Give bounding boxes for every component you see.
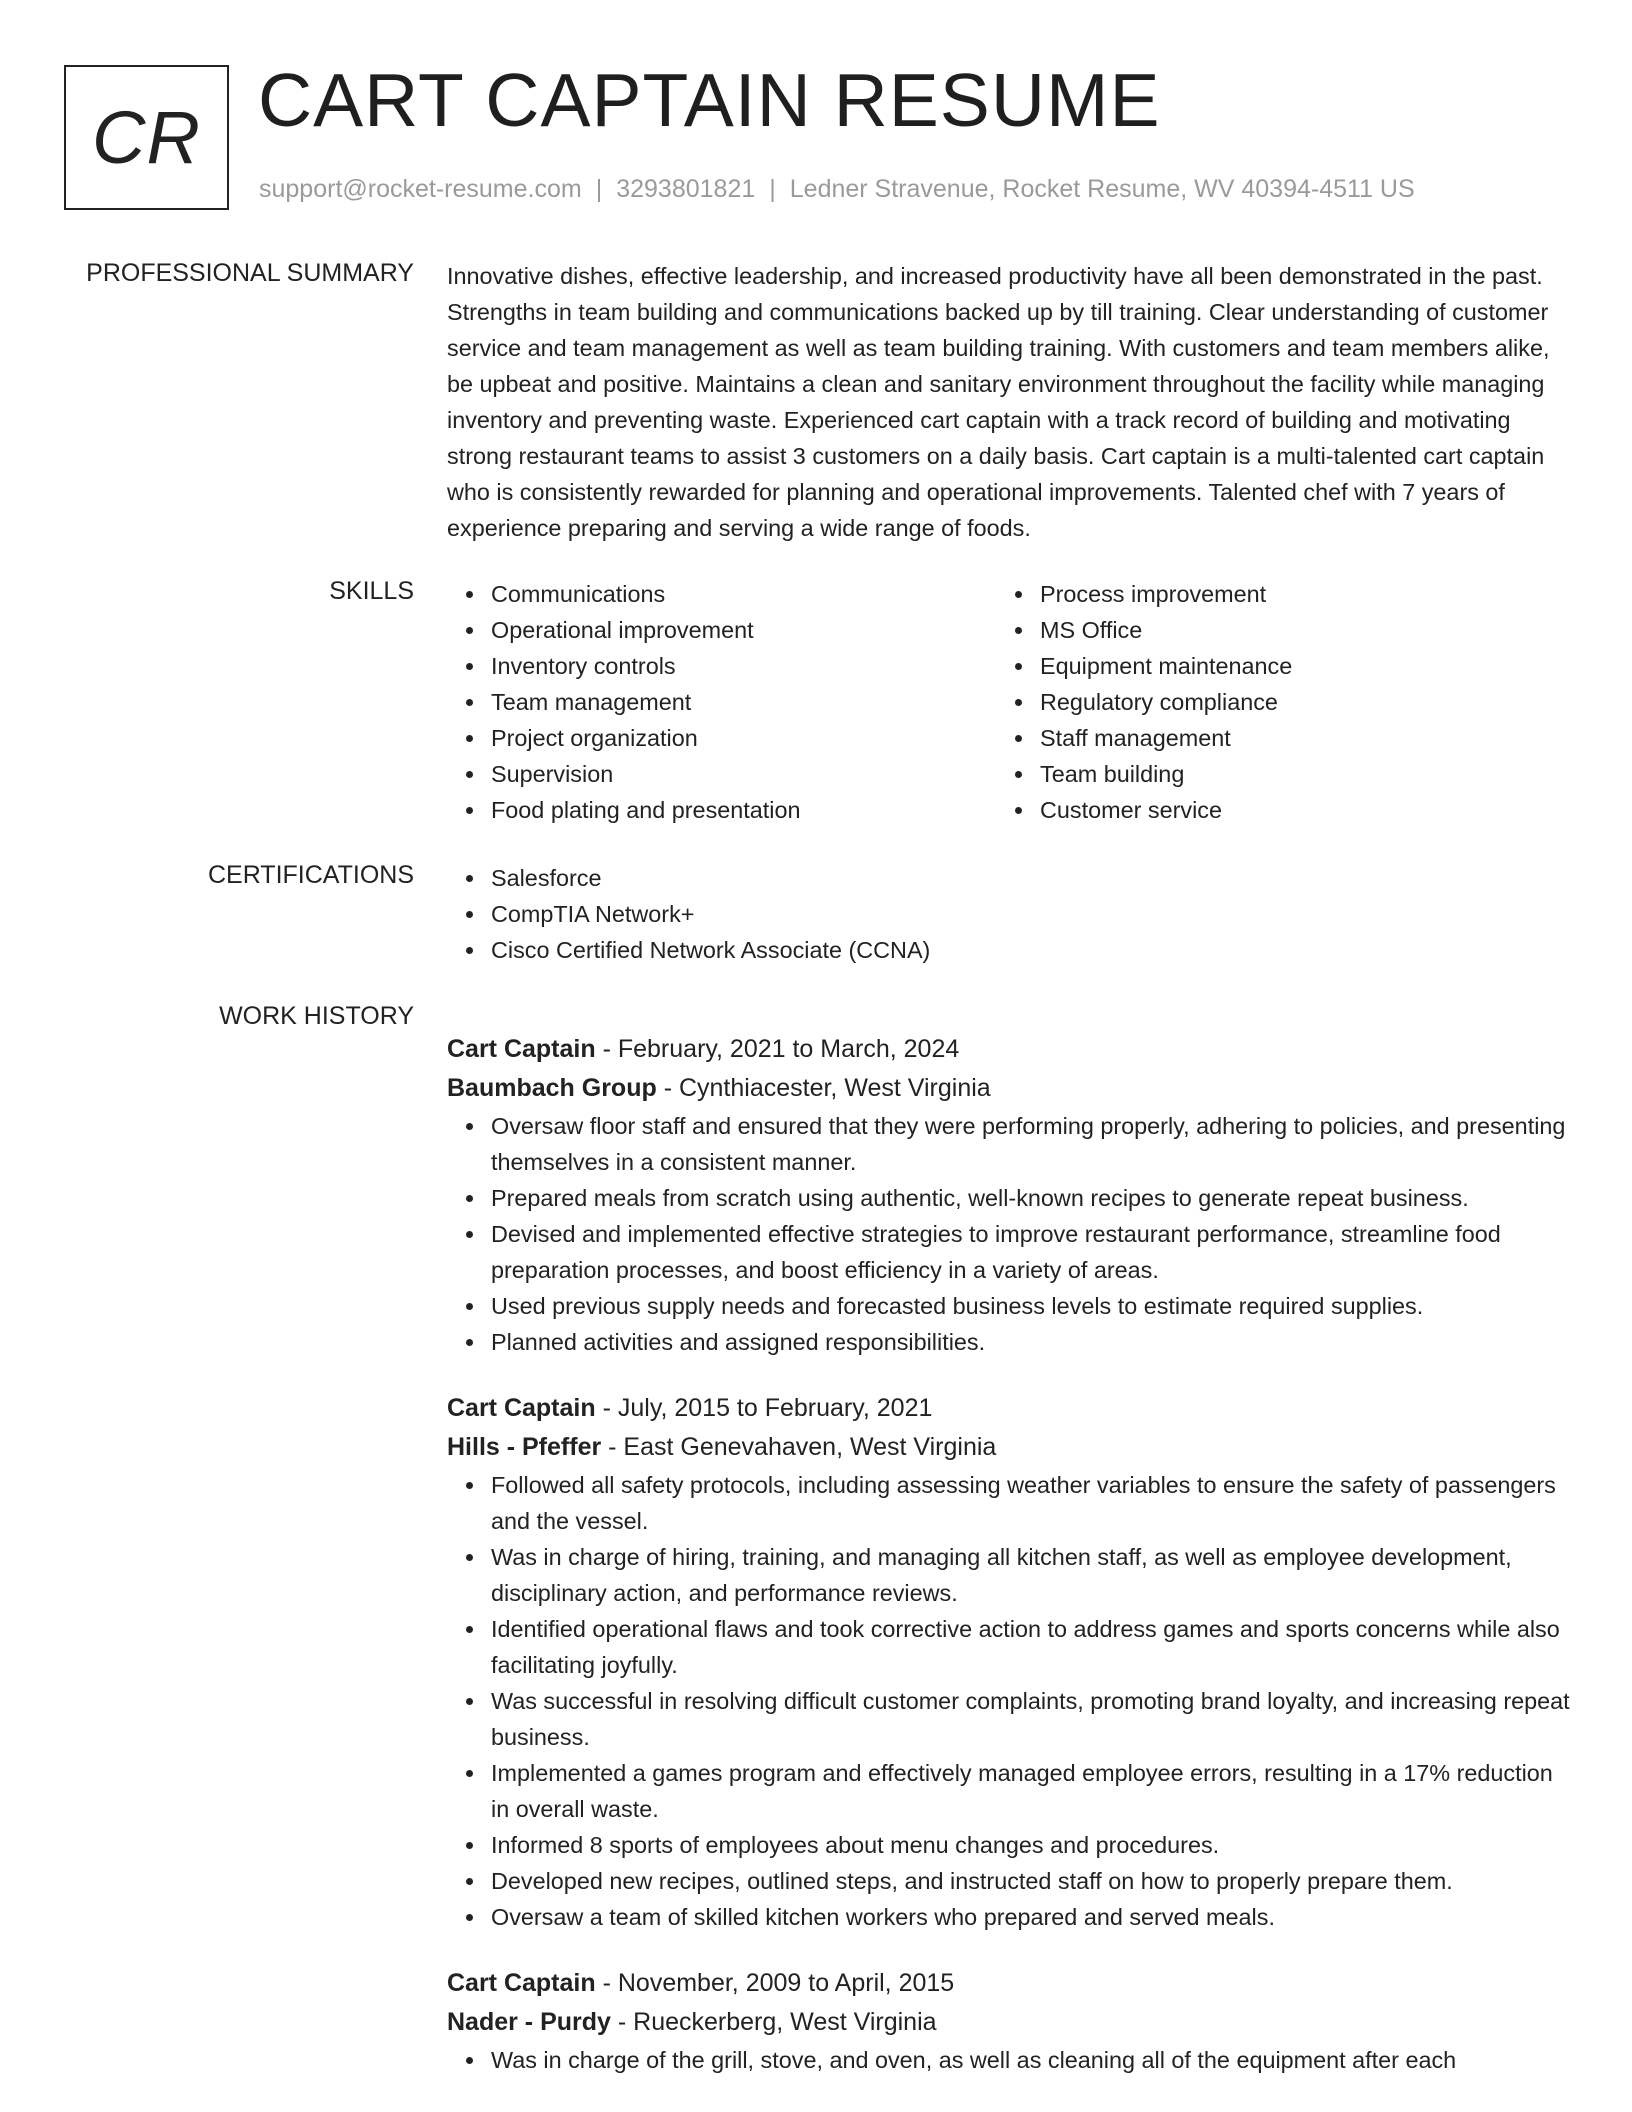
skill-item: Communications xyxy=(447,576,996,612)
certifications-body xyxy=(447,860,1570,968)
job-dates: - November, 2009 to April, 2015 xyxy=(595,1969,955,1997)
skills-grid xyxy=(447,576,1570,828)
job-company: Hills - Pfeffer xyxy=(447,1433,602,1461)
job-bullet: Was in charge of hiring, training, and managing all kitchen staff, as well as employee development, disciplinary action, and performance reviews. xyxy=(447,1539,1570,1611)
skill-item: Food plating and presentation xyxy=(447,792,996,828)
job-entry xyxy=(447,1030,1570,1360)
summary-text: Innovative dishes, effective leadership, and increased productivity have all been demonstrated in the past. Strengths in team building and communications backed up by till training. Clear understanding of customer service and team management as well as team building training. With customers and team members alike, be upbeat and positive. Maintains a clean and sanitary environment throughout the facility while managing inventory and preventing waste. Experienced cart captain with a track record of building and motivating strong restaurant teams to assist 3 customers on a daily basis. Cart captain is a multi-talented cart captain who is consistently rewarded for planning and operational improvements. Talented chef with 7 years of experience preparing and serving a wide range of foods. xyxy=(447,263,1550,541)
job-bullet: Oversaw a team of skilled kitchen workers who prepared and served meals. xyxy=(447,1899,1570,1935)
job-title-line xyxy=(447,1964,1570,2003)
job-title: Cart Captain xyxy=(447,1394,596,1422)
certification-item: Cisco Certified Network Associate (CCNA) xyxy=(447,932,1570,968)
resume-header xyxy=(64,58,1564,210)
skill-item: Inventory controls xyxy=(447,648,996,684)
job-entry xyxy=(447,1964,1570,2078)
job-bullet: Prepared meals from scratch using authentic, well-known recipes to generate repeat business. xyxy=(447,1180,1570,1216)
skills-column-right xyxy=(996,576,1545,828)
skill-item: Equipment maintenance xyxy=(996,648,1545,684)
skill-item: Process improvement xyxy=(996,576,1545,612)
job-bullet: Oversaw floor staff and ensured that they were performing properly, adhering to policies, and presenting themselves in a consistent manner. xyxy=(447,1108,1570,1180)
work-history-body xyxy=(447,1001,1570,2078)
job-location: - Cynthiacester, West Virginia xyxy=(656,1074,991,1102)
skills-column-left xyxy=(447,576,996,828)
job-company-line xyxy=(447,1428,1570,1467)
skill-item: Staff management xyxy=(996,720,1545,756)
job-bullet: Developed new recipes, outlined steps, and instructed staff on how to properly prepare them. xyxy=(447,1863,1570,1899)
job-title-line xyxy=(447,1389,1570,1428)
certification-item: CompTIA Network+ xyxy=(447,896,1570,932)
job-title-line xyxy=(447,1030,1570,1069)
job-dates: - July, 2015 to February, 2021 xyxy=(595,1394,933,1422)
job-company-line xyxy=(447,2003,1570,2042)
job-bullet-list xyxy=(447,1108,1570,1360)
job-location: - Rueckerberg, West Virginia xyxy=(610,2008,937,2036)
section-label: PROFESSIONAL SUMMARY xyxy=(86,259,414,287)
job-bullet: Was in charge of the grill, stove, and oven, as well as cleaning all of the equipment after each xyxy=(447,2042,1570,2078)
job-bullet: Informed 8 sports of employees about menu changes and procedures. xyxy=(447,1827,1570,1863)
job-title: Cart Captain xyxy=(447,1969,596,1997)
job-bullet-list xyxy=(447,2042,1570,2078)
job-title: Cart Captain xyxy=(447,1035,596,1063)
skill-item: Regulatory compliance xyxy=(996,684,1545,720)
resume-title: CART CAPTAIN RESUME xyxy=(258,58,1161,142)
contact-separator: | xyxy=(595,175,603,203)
job-company: Nader - Purdy xyxy=(447,2008,611,2036)
section-label: SKILLS xyxy=(329,577,414,605)
contact-address: Ledner Stravenue, Rocket Resume, WV 40394-4511 US xyxy=(789,175,1415,203)
certification-item: Salesforce xyxy=(447,860,1570,896)
section-label: CERTIFICATIONS xyxy=(207,861,414,889)
contact-line xyxy=(259,175,1415,204)
skill-item: Team management xyxy=(447,684,996,720)
skill-item: MS Office xyxy=(996,612,1545,648)
contact-email[interactable]: support@rocket-resume.com xyxy=(259,175,582,203)
job-bullet: Implemented a games program and effectively managed employee errors, resulting in a 17% reduction in overall waste. xyxy=(447,1755,1570,1827)
job-entry xyxy=(447,1389,1570,1935)
skill-item: Supervision xyxy=(447,756,996,792)
skill-item: Operational improvement xyxy=(447,612,996,648)
section-label: WORK HISTORY xyxy=(219,1002,414,1030)
job-bullet-list xyxy=(447,1467,1570,1935)
job-bullet: Was successful in resolving difficult customer complaints, promoting brand loyalty, and increasing repeat business. xyxy=(447,1683,1570,1755)
job-bullet: Followed all safety protocols, including assessing weather variables to ensure the safety of passengers and the vessel. xyxy=(447,1467,1570,1539)
job-bullet: Devised and implemented effective strategies to improve restaurant performance, streamline food preparation processes, and boost efficiency in a variety of areas. xyxy=(447,1216,1570,1288)
job-company: Baumbach Group xyxy=(447,1074,657,1102)
job-dates: - February, 2021 to March, 2024 xyxy=(595,1035,960,1063)
job-bullet: Used previous supply needs and forecasted business levels to estimate required supplies. xyxy=(447,1288,1570,1324)
contact-separator: | xyxy=(769,175,776,203)
contact-phone[interactable]: 3293801821 xyxy=(616,175,756,203)
job-location: - East Genevahaven, West Virginia xyxy=(601,1433,997,1461)
job-company-line xyxy=(447,1069,1570,1108)
skill-item: Project organization xyxy=(447,720,996,756)
job-bullet: Planned activities and assigned responsibilities. xyxy=(447,1324,1570,1360)
skills-body xyxy=(447,576,1570,828)
job-bullet: Identified operational flaws and took corrective action to address games and sports concerns while also facilitating joyfully. xyxy=(447,1611,1570,1683)
skill-item: Customer service xyxy=(996,792,1545,828)
monogram-logo: CR xyxy=(64,65,229,210)
skill-item: Team building xyxy=(996,756,1545,792)
